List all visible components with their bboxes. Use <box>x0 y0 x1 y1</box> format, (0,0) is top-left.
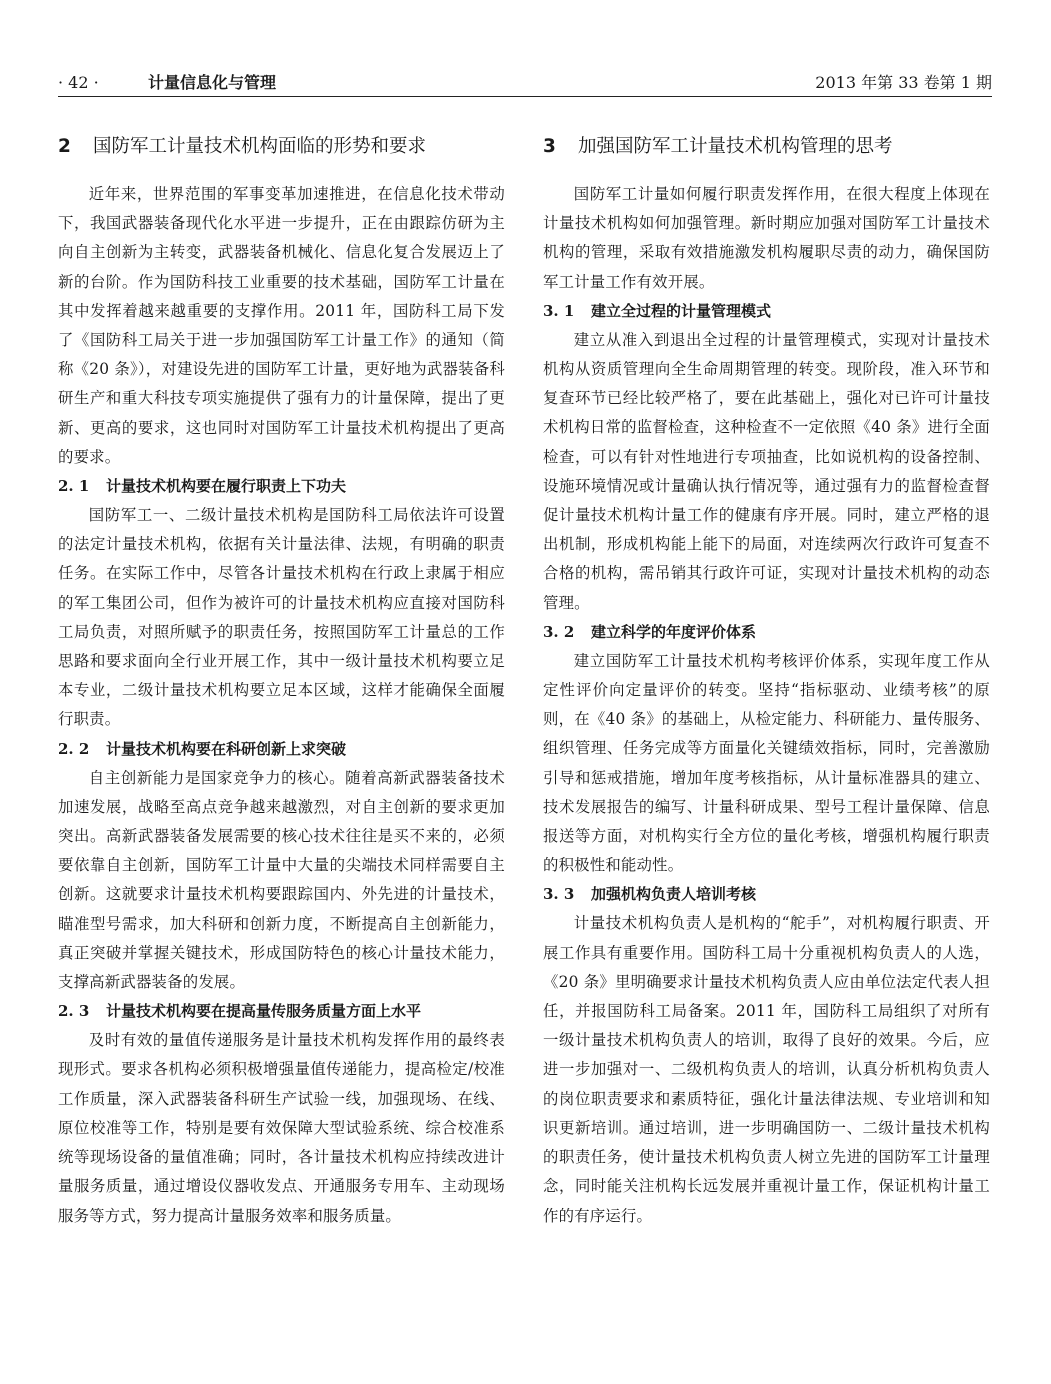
subsection-2-3-heading <box>58 997 505 1026</box>
subsection-title: 建立科学的年度评价体系 <box>591 622 757 641</box>
subsection-title: 加强机构负责人培训考核 <box>591 885 757 904</box>
section-number: 3 <box>543 136 556 157</box>
section-title: 加强国防军工计量技术机构管理的思考 <box>578 136 893 157</box>
subsection-3-3-paragraph: 计量技术机构负责人是机构的“舵手”，对机构履行职责、开展工作具有重要作用。国防科工局十分重视机构负责人的人选，《20 条》里明确要求计量技术机构负责人应由单位法定代表人担任，并报国防科工局备案。2011 年，国防科工局组织了对所有一级计量技术机构负责人的培训，取得了良好的效果。今后，应进一步加强对一、二级机构负责人的培训，认真分析机构负责人的岗位职责要求和素质特征，强化计量法律法规、专业培训和知识更新培训。通过培训，进一步明确国防一、二级计量技术机构的职责任务，使计量技术机构负责人树立先进的国防军工计量理念，同时能关注机构长远发展并重视计量工作，保证机构计量工作的有序运行。 <box>543 914 990 1225</box>
subsection-2-1-paragraph: 国防军工一、二级计量技术机构是国防科工局依法许可设置的法定计量技术机构，依据有关计量法律、法规，有明确的职责任务。在实际工作中，尽管各计量技术机构在行政上隶属于相应的军工集团公司，但作为被许可的计量技术机构应直接对国防科工局负责，对照所赋予的职责任务，按照国防军工计量总的工作思路和要求面向全行业开展工作，其中一级计量技术机构要立足本专业，二级计量技术机构要立足本区域，这样才能确保全面履行职责。 <box>58 506 505 729</box>
subsection-number: 2. 3 <box>58 1002 90 1021</box>
subsection-title: 建立全过程的计量管理模式 <box>591 301 772 320</box>
journal-title: 计量信息化与管理 <box>148 73 277 92</box>
subsection-number: 3. 1 <box>543 301 575 320</box>
subsection-number: 3. 3 <box>543 885 575 904</box>
subsection-2-1-heading <box>58 472 505 501</box>
subsection-title: 计量技术机构要在提高量传服务质量方面上水平 <box>106 1002 422 1021</box>
subsection-number: 3. 2 <box>543 622 575 641</box>
subsection-3-1-paragraph: 建立从准入到退出全过程的计量管理模式，实现对计量技术机构从资质管理向全生命周期管理的转变。现阶段，准入环节和复查环节已经比较严格了，要在此基础上，强化对已许可计量技术机构日常的监督检查，这种检查不一定依照《40 条》进行全面检查，可以有针对性地进行专项抽查，比如说机构的设备控制、设施环境情况或计量确认执行情况等，通过强有力的监督检查督促计量技术机构计量工作的健康有序开展。同时，建立严格的退出机制，形成机构能上能下的局面，对连续两次行政许可复查不合格的机构，需吊销其行政许可证，实现对计量技术机构的动态管理。 <box>543 330 990 612</box>
subsection-2-2-heading <box>58 735 505 764</box>
section-title: 国防军工计量技术机构面临的形势和要求 <box>93 136 427 157</box>
running-header <box>58 70 992 97</box>
section-3-heading <box>543 128 990 166</box>
left-column <box>58 128 505 1231</box>
subsection-title: 计量技术机构要在科研创新上求突破 <box>106 739 347 758</box>
right-column <box>543 128 990 1231</box>
section-2-intro-paragraph: 近年来，世界范围的军事变革加速推进，在信息化技术带动下，我国武器装备现代化水平进一步提升，正在由跟踪仿研为主向自主创新为主转变，武器装备机械化、信息化复合发展迈上了新的台阶。作为国防科技工业重要的技术基础，国防军工计量在其中发挥着越来越重要的支撑作用。2011 年，国防科工局下发了《国防科工局关于进一步加强国防军工计量工作》的通知（简称《20 条》），对建设先进的国防军工计量，更好地为武器装备科研生产和重大科技专项实施提供了强有力的计量保障，提出了更新、更高的要求，这也同时对国防军工计量技术机构提出了更高的要求。 <box>58 185 505 466</box>
subsection-3-2-paragraph: 建立国防军工计量技术机构考核评价体系，实现年度工作从定性评价向定量评价的转变。坚持“指标驱动、业绩考核”的原则，在《40 条》的基础上，从检定能力、科研能力、量传服务、组织管理、任务完成等方面量化关键绩效指标，同时，完善激励引导和惩戒措施，增加年度考核指标，从计量标准器具的建立、技术发展报告的编写、计量科研成果、型号工程计量保障、信息报送等方面，对机构实行全方位的量化考核，增强机构履行职责的积极性和能动性。 <box>543 651 990 875</box>
subsection-3-3-heading <box>543 880 990 909</box>
section-2-heading <box>58 128 505 166</box>
subsection-3-2-heading <box>543 618 990 647</box>
page-number: · 42 · <box>58 73 99 92</box>
subsection-title: 计量技术机构要在履行职责上下功夫 <box>106 477 347 496</box>
subsection-number: 2. 1 <box>58 477 90 496</box>
issue-info: 2013 年第 33 卷第 1 期 <box>815 73 992 92</box>
section-number: 2 <box>58 136 71 157</box>
subsection-number: 2. 2 <box>58 739 90 758</box>
subsection-2-2-paragraph: 自主创新能力是国家竞争力的核心。随着高新武器装备技术加速发展，战略至高点竞争越来越激烈，对自主创新的要求更加突出。高新武器装备发展需要的核心技术往往是买不来的，必须要依靠自主创新，国防军工计量中大量的尖端技术同样需要自主创新。这就要求计量技术机构要跟踪国内、外先进的计量技术，瞄准型号需求，加大科研和创新力度，不断提高自主创新能力，真正突破并掌握关键技术，形成国防特色的核心计量技术能力，支撑高新武器装备的发展。 <box>58 768 505 992</box>
section-3-intro-paragraph: 国防军工计量如何履行职责发挥作用，在很大程度上体现在计量技术机构如何加强管理。新时期应加强对国防军工计量技术机构的管理，采取有效措施激发机构履职尽责的动力，确保国防军工计量工作有效开展。 <box>543 185 990 291</box>
subsection-2-3-paragraph: 及时有效的量值传递服务是计量技术机构发挥作用的最终表现形式。要求各机构必须积极增强量值传递能力，提高检定/校准工作质量，深入武器装备科研生产试验一线，加强现场、在线、原位校准等工作，特别是要有效保障大型试验系统、综合校准系统等现场设备的量值准确；同时，各计量技术机构应持续改进计量服务质量，通过增设仪器收发点、开通服务专用车、主动现场服务等方式，努力提高计量服务效率和服务质量。 <box>58 1031 505 1225</box>
subsection-3-1-heading <box>543 297 990 326</box>
